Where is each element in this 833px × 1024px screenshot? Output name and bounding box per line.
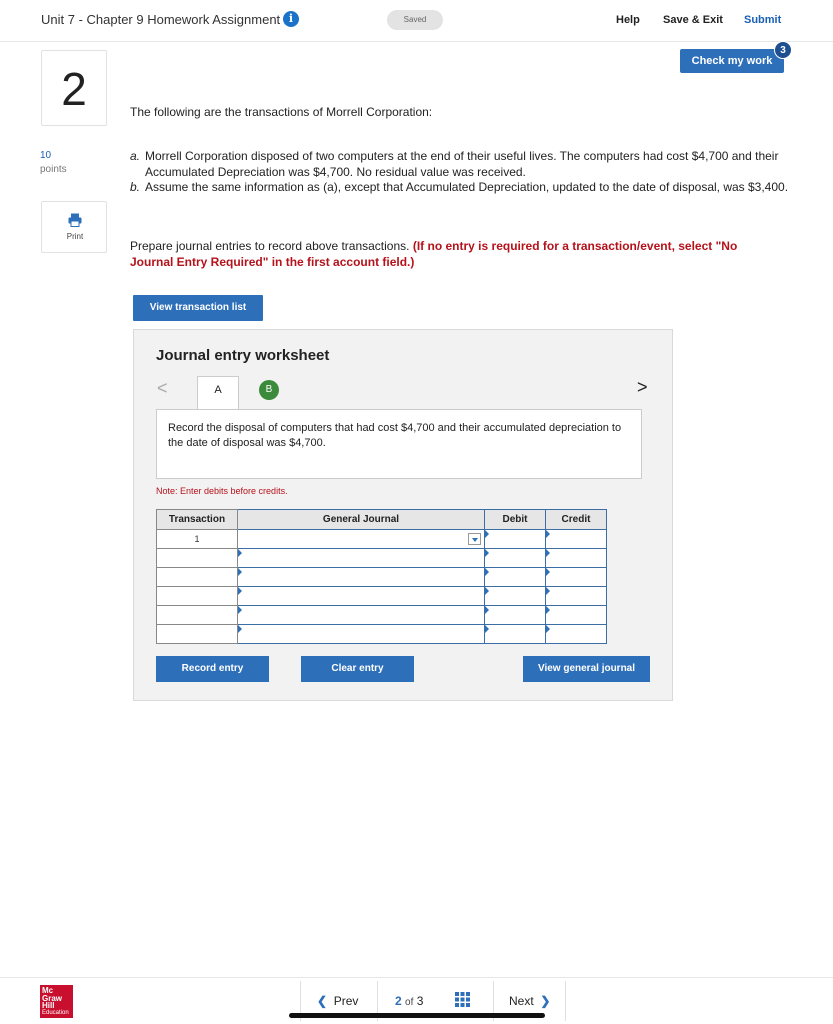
debit-input[interactable]	[485, 568, 546, 587]
footer-divider	[0, 977, 833, 978]
transaction-cell	[157, 549, 238, 568]
assignment-title: Unit 7 - Chapter 9 Homework Assignment	[41, 12, 281, 27]
transaction-letter: b.	[130, 180, 141, 194]
transaction-cell: 1	[157, 530, 238, 549]
transaction-item-b	[130, 180, 790, 196]
question-intro: The following are the transactions of Morrell Corporation:	[130, 105, 433, 119]
clear-entry-button[interactable]: Clear entry	[301, 656, 414, 682]
transaction-text: Assume the same information as (a), except that Accumulated Depreciation, updated to the date of disposal, was $3,400.	[145, 180, 789, 194]
account-select[interactable]	[238, 549, 485, 568]
print-label: Print	[66, 232, 84, 241]
info-icon[interactable]: i	[283, 11, 299, 27]
instructions	[130, 238, 780, 270]
debit-input[interactable]	[485, 606, 546, 625]
logo-line: Mc	[42, 986, 54, 995]
credit-input[interactable]	[546, 625, 607, 644]
transaction-letter: a.	[130, 149, 141, 163]
transaction-cell	[157, 625, 238, 644]
transaction-cell	[157, 606, 238, 625]
view-general-journal-button[interactable]: View general journal	[523, 656, 650, 682]
account-select[interactable]	[238, 587, 485, 606]
credit-input[interactable]	[546, 549, 607, 568]
check-my-work-button[interactable]: Check my work	[680, 49, 784, 73]
worksheet-title: Journal entry worksheet	[156, 347, 330, 364]
transaction-list	[130, 149, 790, 196]
print-button[interactable]	[41, 201, 107, 253]
tab-b[interactable]: B	[259, 380, 279, 400]
debit-input[interactable]	[485, 625, 546, 644]
column-header-transaction: Transaction	[157, 510, 238, 530]
current-page: 2	[395, 994, 402, 1008]
mcgraw-hill-logo	[40, 985, 73, 1018]
saved-status-badge: Saved	[387, 10, 443, 30]
chevron-right-icon[interactable]: >	[637, 377, 648, 397]
help-link[interactable]: Help	[616, 14, 640, 26]
column-header-general-journal: General Journal	[238, 510, 485, 530]
page-indicator	[395, 994, 423, 1008]
worksheet-note: Note: Enter debits before credits.	[156, 486, 288, 496]
prev-label: Prev	[333, 994, 359, 1008]
journal-table	[156, 509, 607, 644]
home-indicator-bar	[289, 1013, 545, 1018]
account-select[interactable]	[238, 625, 485, 644]
chevron-right-icon: ❯	[540, 994, 551, 1008]
column-header-debit: Debit	[485, 510, 546, 530]
transaction-text: Morrell Corporation disposed of two computers at the end of their useful lives. The computers had cost $4,700 and their Accumulated Depreciation was $4,700. No residual value was received.	[145, 149, 779, 179]
grid-icon[interactable]	[455, 992, 470, 1007]
view-transaction-list-button[interactable]: View transaction list	[133, 295, 263, 321]
instructions-note: (If no entry is required for a transaction/event, select "No Journal Entry Required" in the first account field.)	[130, 239, 738, 269]
next-button[interactable]	[509, 994, 550, 1008]
worksheet-description: Record the disposal of computers that had cost $4,700 and their accumulated depreciation to the date of disposal was $4,700.	[156, 409, 642, 479]
instructions-text: Prepare journal entries to record above transactions.	[130, 239, 410, 253]
logo-line: Education	[42, 1009, 69, 1016]
save-exit-link[interactable]: Save & Exit	[663, 14, 723, 26]
prev-button[interactable]	[317, 994, 358, 1008]
transaction-cell	[157, 587, 238, 606]
printer-icon	[68, 213, 82, 227]
debit-input[interactable]	[485, 549, 546, 568]
dropdown-arrow-icon[interactable]	[468, 533, 481, 545]
table-row	[157, 549, 607, 568]
next-label: Next	[509, 994, 534, 1008]
chevron-left-icon: ❮	[317, 994, 328, 1008]
table-row	[157, 530, 607, 549]
credit-input[interactable]	[546, 606, 607, 625]
transaction-cell	[157, 568, 238, 587]
page-of: of	[405, 997, 414, 1008]
transaction-item-a	[130, 149, 790, 180]
account-select[interactable]	[238, 530, 485, 549]
total-pages: 3	[416, 994, 424, 1008]
column-header-credit: Credit	[546, 510, 607, 530]
credit-input[interactable]	[546, 587, 607, 606]
submit-link[interactable]: Submit	[744, 14, 782, 26]
debit-input[interactable]	[485, 587, 546, 606]
logo-line: Graw	[42, 993, 63, 1003]
question-number: 2	[41, 50, 107, 126]
check-attempts-badge: 3	[774, 41, 792, 59]
table-row	[157, 625, 607, 644]
chevron-left-icon[interactable]: <	[157, 378, 168, 398]
table-row	[157, 568, 607, 587]
record-entry-button[interactable]: Record entry	[156, 656, 269, 682]
credit-input[interactable]	[546, 568, 607, 587]
account-select[interactable]	[238, 606, 485, 625]
account-select[interactable]	[238, 568, 485, 587]
points-value: 10	[40, 150, 52, 161]
top-header	[0, 0, 833, 42]
debit-input[interactable]	[485, 530, 546, 549]
journal-entry-worksheet	[133, 329, 673, 701]
table-row	[157, 606, 607, 625]
tab-a[interactable]: A	[197, 376, 239, 410]
logo-line: Hill	[42, 1001, 55, 1010]
credit-input[interactable]	[546, 530, 607, 549]
table-row	[157, 587, 607, 606]
points-label: points	[40, 164, 67, 175]
